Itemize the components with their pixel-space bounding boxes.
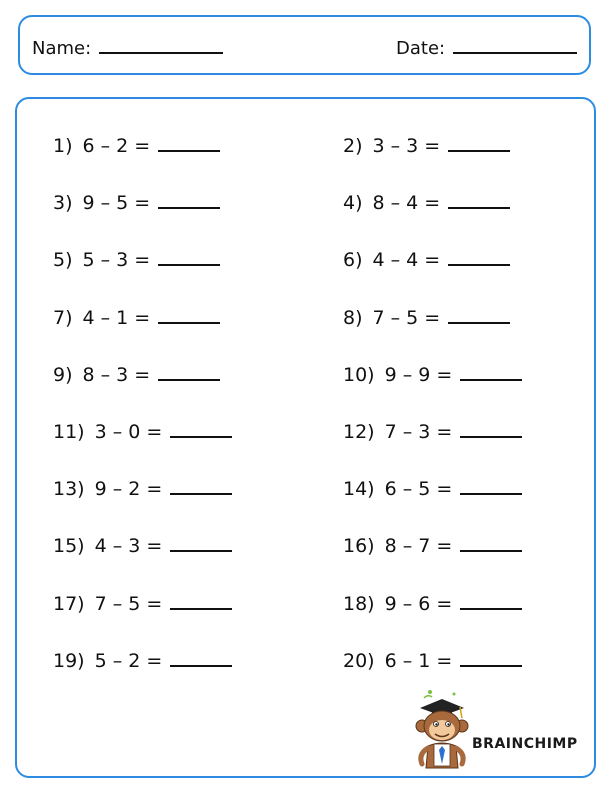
date-label: Date: — [396, 38, 446, 59]
problem-number: 15) — [53, 535, 85, 557]
problem-number: 4) — [343, 192, 363, 214]
brainchimp-logo — [410, 688, 580, 770]
problem-number: 7) — [53, 307, 73, 329]
problem-item — [53, 420, 232, 442]
answer-blank[interactable] — [170, 477, 232, 495]
name-blank-line[interactable] — [99, 36, 223, 54]
answer-blank[interactable] — [448, 248, 510, 266]
problem-number: 18) — [343, 593, 375, 615]
date-field[interactable] — [396, 36, 577, 60]
answer-blank[interactable] — [158, 248, 220, 266]
problem-expression: 8 – 3 = — [82, 364, 151, 386]
answer-blank[interactable] — [158, 134, 220, 152]
problem-expression: 6 – 1 = — [384, 650, 453, 672]
answer-blank[interactable] — [460, 363, 522, 381]
header-box — [18, 15, 591, 75]
problem-item — [343, 649, 522, 671]
problem-number: 10) — [343, 364, 375, 386]
problem-expression: 5 – 2 = — [94, 650, 163, 672]
problem-item — [343, 477, 522, 499]
problem-number: 20) — [343, 650, 375, 672]
answer-blank[interactable] — [170, 649, 232, 667]
problem-number: 19) — [53, 650, 85, 672]
answer-blank[interactable] — [460, 534, 522, 552]
problem-expression: 7 – 5 = — [372, 307, 441, 329]
problem-item — [343, 134, 510, 156]
problem-number: 1) — [53, 135, 73, 157]
problem-expression: 9 – 9 = — [384, 364, 453, 386]
answer-blank[interactable] — [170, 534, 232, 552]
answer-blank[interactable] — [158, 191, 220, 209]
answer-blank[interactable] — [170, 592, 232, 610]
problem-expression: 8 – 4 = — [372, 192, 441, 214]
problem-item — [343, 191, 510, 213]
problem-expression: 8 – 7 = — [384, 535, 453, 557]
problem-number: 13) — [53, 478, 85, 500]
problem-item — [343, 592, 522, 614]
problem-expression: 6 – 2 = — [82, 135, 151, 157]
problem-number: 17) — [53, 593, 85, 615]
problem-expression: 9 – 6 = — [384, 593, 453, 615]
problem-item — [53, 306, 220, 328]
problem-expression: 4 – 3 = — [94, 535, 163, 557]
problem-expression: 3 – 0 = — [94, 421, 163, 443]
answer-blank[interactable] — [460, 649, 522, 667]
problem-number: 6) — [343, 249, 363, 271]
problem-item — [343, 306, 510, 328]
answer-blank[interactable] — [448, 306, 510, 324]
problem-item — [53, 134, 220, 156]
answer-blank[interactable] — [448, 191, 510, 209]
chimp-graduate-icon — [410, 688, 472, 770]
problem-expression: 6 – 5 = — [384, 478, 453, 500]
name-field[interactable] — [32, 36, 223, 60]
answer-blank[interactable] — [170, 420, 232, 438]
problem-expression: 4 – 1 = — [82, 307, 151, 329]
problem-item — [343, 248, 510, 270]
problem-item — [53, 592, 232, 614]
problem-expression: 7 – 3 = — [384, 421, 453, 443]
problem-expression: 3 – 3 = — [372, 135, 441, 157]
problem-number: 14) — [343, 478, 375, 500]
problem-item — [53, 477, 232, 499]
problem-item — [53, 363, 220, 385]
problem-number: 16) — [343, 535, 375, 557]
problem-item — [53, 649, 232, 671]
logo-text: BRAINCHIMP — [472, 736, 578, 752]
answer-blank[interactable] — [158, 306, 220, 324]
date-blank-line[interactable] — [453, 36, 577, 54]
answer-blank[interactable] — [448, 134, 510, 152]
problem-number: 11) — [53, 421, 85, 443]
problem-expression: 9 – 5 = — [82, 192, 151, 214]
name-label: Name: — [32, 38, 92, 59]
problem-expression: 5 – 3 = — [82, 249, 151, 271]
answer-blank[interactable] — [158, 363, 220, 381]
answer-blank[interactable] — [460, 420, 522, 438]
problem-expression: 9 – 2 = — [94, 478, 163, 500]
answer-blank[interactable] — [460, 477, 522, 495]
problem-number: 12) — [343, 421, 375, 443]
answer-blank[interactable] — [460, 592, 522, 610]
problem-expression: 4 – 4 = — [372, 249, 441, 271]
problem-number: 9) — [53, 364, 73, 386]
problem-number: 5) — [53, 249, 73, 271]
problem-item — [343, 534, 522, 556]
problem-item — [53, 191, 220, 213]
problem-number: 3) — [53, 192, 73, 214]
problem-item — [343, 420, 522, 442]
problem-item — [53, 248, 220, 270]
problem-number: 2) — [343, 135, 363, 157]
problem-item — [53, 534, 232, 556]
problem-item — [343, 363, 522, 385]
problem-expression: 7 – 5 = — [94, 593, 163, 615]
problem-number: 8) — [343, 307, 363, 329]
